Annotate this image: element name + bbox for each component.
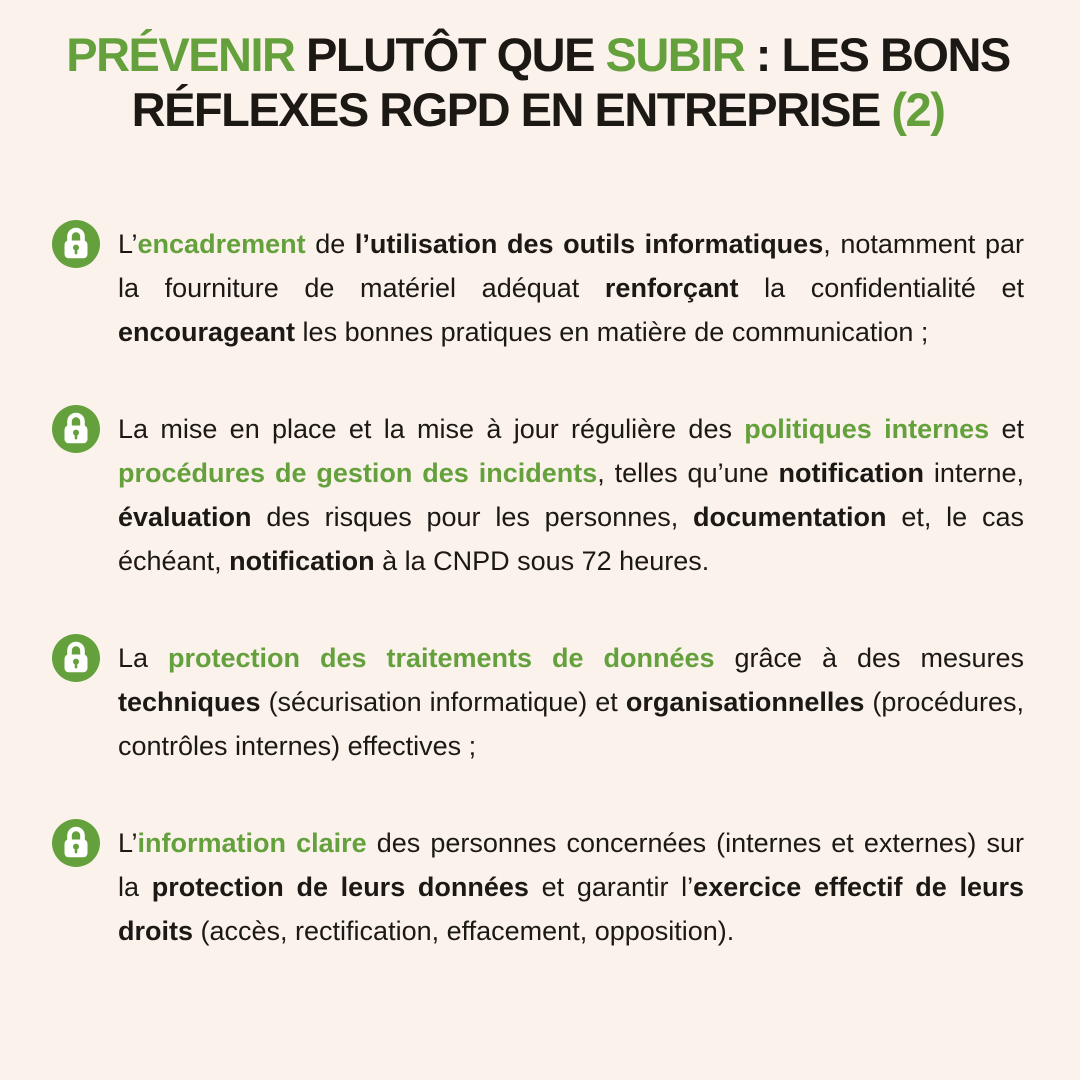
title-segment: PLUTÔT QUE bbox=[294, 28, 606, 81]
text-segment: (sécurisation informatique) et bbox=[260, 686, 626, 717]
text-segment: , telles qu’une bbox=[597, 457, 779, 488]
text-segment: encadrement bbox=[137, 228, 306, 259]
text-segment: (procédures, contrôles internes) effectives ; bbox=[118, 686, 1024, 761]
text-segment: et, le cas échéant, bbox=[118, 501, 1024, 576]
text-segment: information claire bbox=[137, 827, 367, 858]
text-segment: , notamment par la fourniture de matériel adéquat bbox=[118, 228, 1025, 303]
text-segment: des risques pour les personnes, bbox=[251, 501, 694, 532]
text-segment: L’ bbox=[118, 228, 138, 259]
text-segment: La bbox=[118, 642, 169, 673]
lock-icon bbox=[52, 819, 100, 867]
text-segment: protection des traitements de données bbox=[168, 642, 715, 673]
text-segment: renforçant bbox=[604, 272, 739, 303]
text-segment: notification bbox=[778, 457, 925, 488]
text-segment: des personnes concernées (internes et externes) sur la bbox=[118, 827, 1025, 902]
text-segment: protection de leurs données bbox=[151, 871, 529, 902]
text-segment: encourageant bbox=[118, 316, 296, 347]
page-title bbox=[52, 28, 1024, 138]
text-segment: interne, bbox=[924, 457, 1024, 488]
text-segment: exercice effectif de leurs droits bbox=[118, 871, 1024, 946]
text-segment: et bbox=[989, 413, 1024, 444]
title-segment: PRÉVENIR bbox=[66, 28, 295, 81]
bullet-item bbox=[52, 222, 1024, 354]
text-segment: La mise en place et la mise à jour régulière des bbox=[118, 413, 745, 444]
title-line-2 bbox=[52, 83, 1024, 138]
bullet-list bbox=[52, 222, 1024, 953]
text-segment: les bonnes pratiques en matière de communication ; bbox=[295, 316, 929, 347]
text-segment: l’utilisation des outils informatiques bbox=[354, 228, 824, 259]
text-segment: grâce à des mesures bbox=[714, 642, 1024, 673]
text-segment: procédures de gestion des incidents bbox=[118, 457, 598, 488]
text-segment: et garantir l’ bbox=[528, 871, 694, 902]
text-segment: techniques bbox=[118, 686, 261, 717]
bullet-text bbox=[118, 636, 1024, 768]
title-segment: : LES BONS bbox=[744, 28, 1010, 81]
lock-icon bbox=[52, 405, 100, 453]
text-segment: de bbox=[305, 228, 355, 259]
text-segment: L’ bbox=[118, 827, 138, 858]
bullet-text bbox=[118, 407, 1024, 583]
title-line-1 bbox=[52, 28, 1024, 83]
bullet-text bbox=[118, 821, 1024, 953]
lock-icon bbox=[52, 634, 100, 682]
title-segment: RÉFLEXES RGPD EN ENTREPRISE bbox=[131, 82, 892, 136]
bullet-text bbox=[118, 222, 1024, 354]
text-segment: documentation bbox=[693, 501, 887, 532]
text-segment: (accès, rectification, effacement, opposition). bbox=[193, 915, 735, 946]
title-segment: SUBIR bbox=[605, 28, 745, 81]
lock-icon bbox=[52, 220, 100, 268]
text-segment: organisationnelles bbox=[625, 686, 865, 717]
text-segment: la confidentialité et bbox=[738, 272, 1024, 303]
text-segment: à la CNPD sous 72 heures. bbox=[374, 545, 710, 576]
bullet-item bbox=[52, 407, 1024, 583]
bullet-item bbox=[52, 821, 1024, 953]
title-segment: (2) bbox=[891, 82, 945, 136]
text-segment: évaluation bbox=[118, 501, 252, 532]
text-segment: notification bbox=[229, 545, 375, 576]
bullet-item bbox=[52, 636, 1024, 768]
text-segment: politiques internes bbox=[744, 413, 990, 444]
